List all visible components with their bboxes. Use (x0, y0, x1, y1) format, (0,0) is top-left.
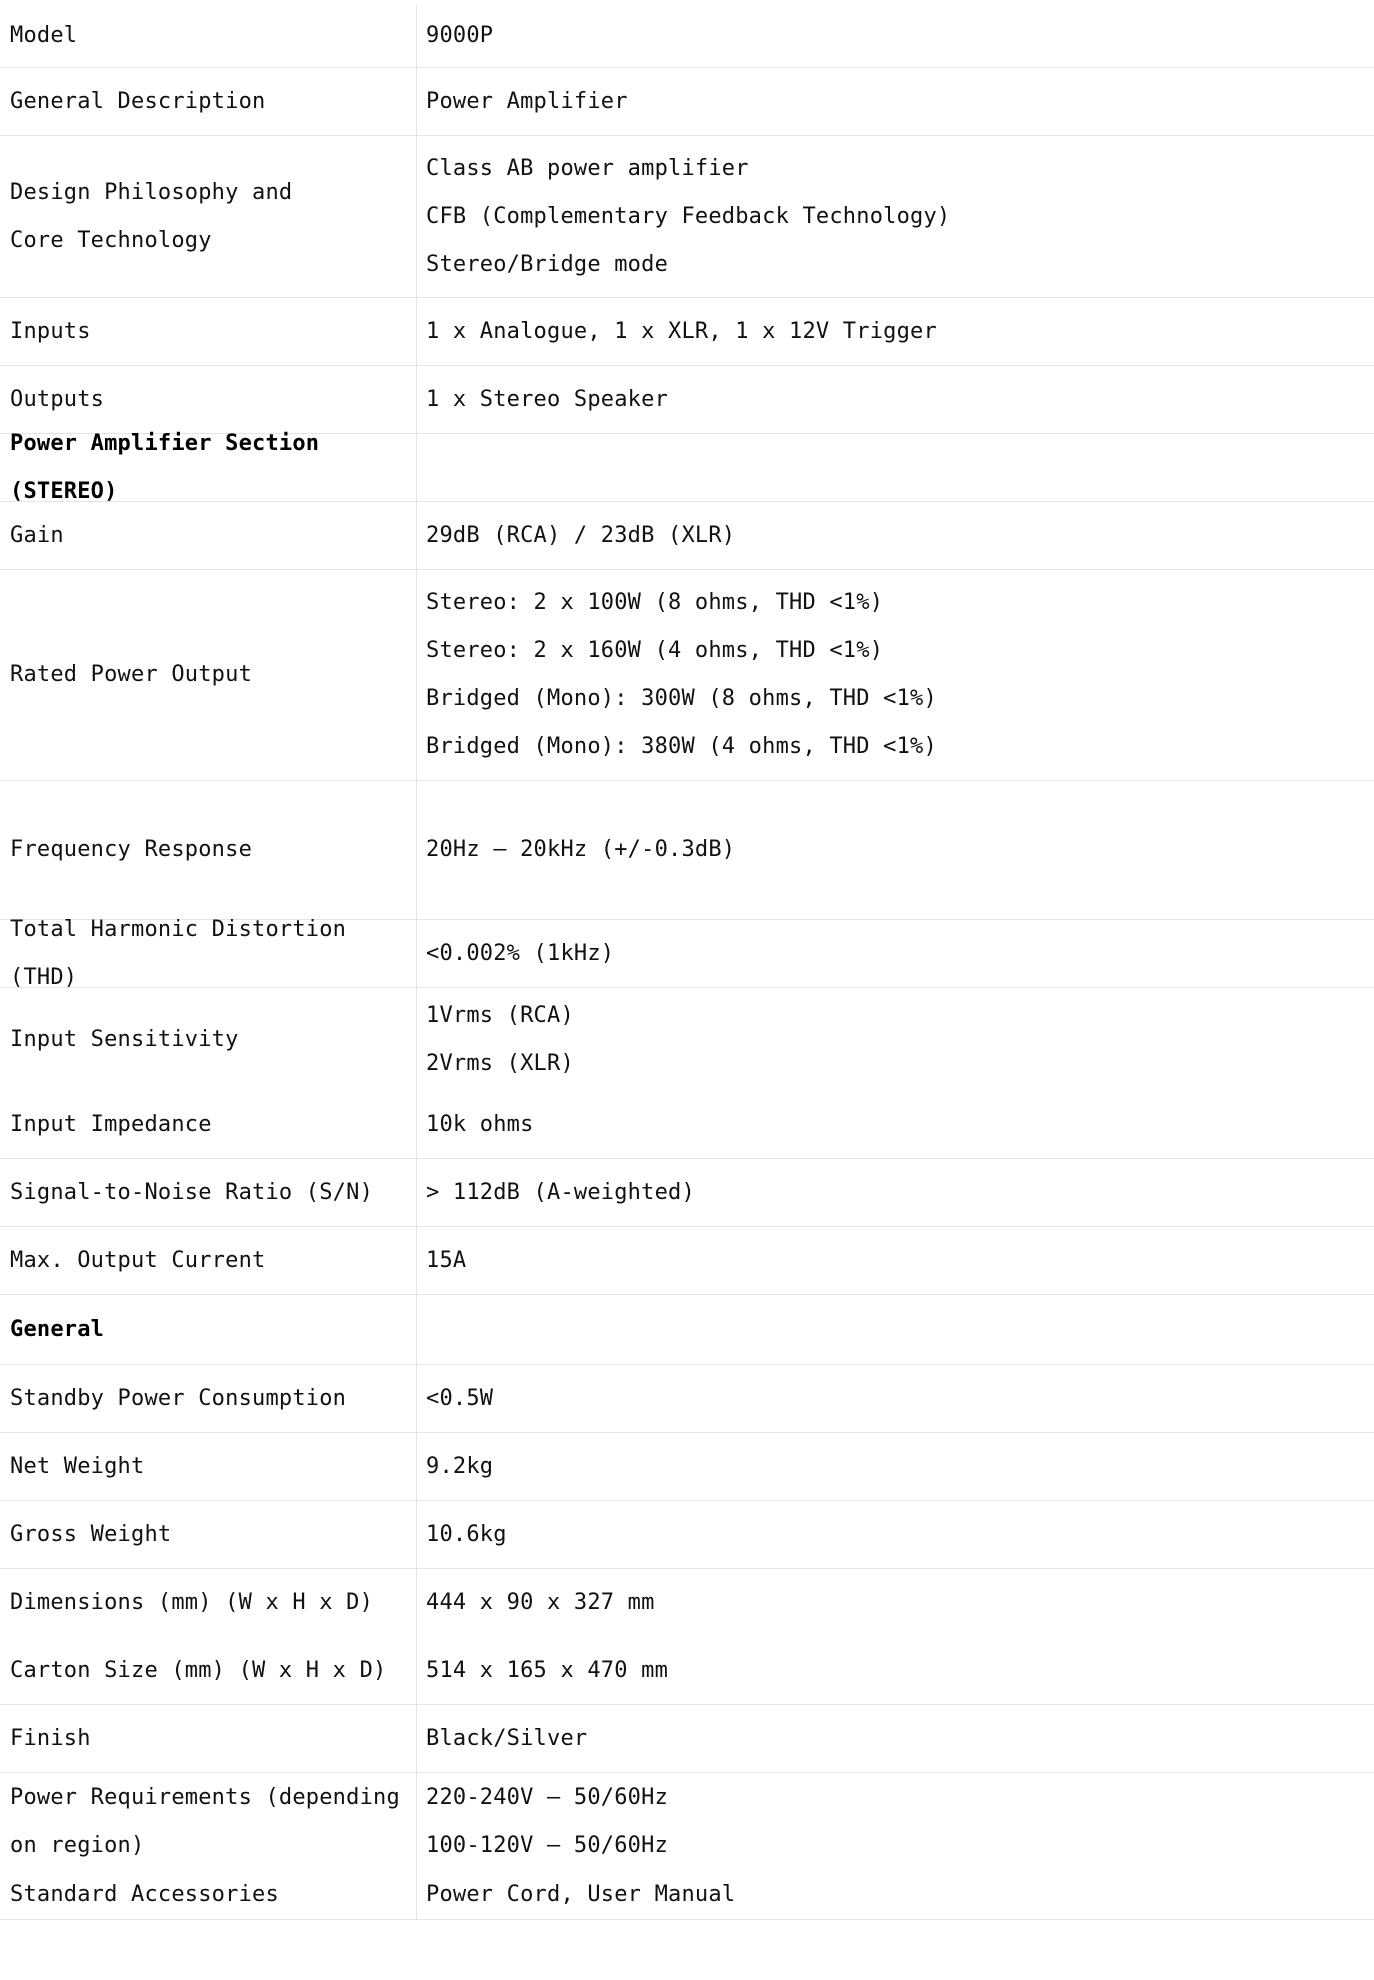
spec-value (417, 1637, 1374, 1704)
spec-row-finish (0, 1705, 1374, 1773)
spec-value-line: 10k ohms (426, 1111, 534, 1137)
spec-value (417, 1870, 1374, 1919)
spec-label-text: Power Requirements (depending on region) (10, 1785, 400, 1858)
spec-value-line: 29dB (RCA) / 23dB (XLR) (426, 522, 736, 548)
spec-value (417, 434, 1374, 501)
spec-value (417, 1091, 1374, 1158)
spec-value-line: 220-240V – 50/60Hz (426, 1785, 669, 1810)
spec-label (0, 988, 417, 1091)
spec-label-text: Standard Accessories (10, 1881, 279, 1907)
spec-label-text: Model (10, 23, 78, 48)
spec-label-text: Carton Size (mm) (W x H x D) (10, 1657, 387, 1683)
spec-value-line: 15A (426, 1247, 467, 1273)
spec-value (417, 68, 1374, 135)
spec-label (0, 298, 417, 365)
spec-value-line: 9.2kg (426, 1453, 494, 1479)
section-title-text: Power Amplifier Section (STEREO) (10, 430, 320, 504)
spec-row-dimensions (0, 1569, 1374, 1637)
spec-value-line: Power Cord, User Manual (426, 1881, 736, 1907)
spec-value (417, 781, 1374, 919)
spec-value-line: <0.5W (426, 1385, 494, 1411)
spec-row-general-description (0, 68, 1374, 136)
spec-label-text: Gain (10, 522, 64, 548)
spec-label (0, 570, 417, 780)
spec-label (0, 1773, 417, 1870)
spec-value (417, 988, 1374, 1091)
spec-value-line: Stereo/Bridge mode (426, 251, 669, 277)
section-title-text: General (10, 1316, 105, 1342)
spec-label-text: Net Weight (10, 1453, 145, 1479)
spec-label (0, 68, 417, 135)
spec-label-text: Rated Power Output (10, 662, 253, 687)
spec-label (0, 502, 417, 569)
spec-row-snr (0, 1159, 1374, 1227)
spec-label-text: Dimensions (mm) (W x H x D) (10, 1590, 374, 1615)
spec-label (0, 1569, 417, 1637)
spec-value (417, 1501, 1374, 1568)
spec-value-line: 10.6kg (426, 1521, 507, 1547)
spec-value (417, 1227, 1374, 1294)
spec-row-inputs (0, 298, 1374, 366)
spec-value (417, 1433, 1374, 1500)
spec-row-standard-accessories (0, 1870, 1374, 1920)
spec-label (0, 5, 417, 67)
spec-label (0, 1365, 417, 1432)
spec-value-line: 2Vrms (XLR) (426, 1050, 574, 1076)
spec-label-text: Finish (10, 1725, 91, 1751)
spec-label-text: Input Sensitivity (10, 1026, 239, 1052)
spec-label-text: Total Harmonic Distortion (THD) (10, 916, 347, 990)
spec-row-input-impedance (0, 1091, 1374, 1159)
spec-label (0, 1091, 417, 1158)
section-header-general (0, 1295, 1374, 1365)
spec-value (417, 1705, 1374, 1772)
spec-value (417, 5, 1374, 67)
spec-row-frequency-response (0, 781, 1374, 920)
spec-label-text: Design Philosophy and Core Technology (10, 179, 293, 253)
spec-value-line: 1 x Stereo Speaker (426, 386, 669, 412)
spec-label (0, 781, 417, 919)
spec-value-line: 514 x 165 x 470 mm (426, 1657, 669, 1683)
spec-value (417, 570, 1374, 780)
spec-label-text: Inputs (10, 318, 91, 344)
spec-label (0, 1501, 417, 1568)
spec-row-gross-weight (0, 1501, 1374, 1569)
spec-value-line: Class AB power amplifier (426, 155, 749, 181)
spec-label-text: Gross Weight (10, 1521, 172, 1547)
spec-row-net-weight (0, 1433, 1374, 1501)
spec-label-text: Standby Power Consumption (10, 1385, 347, 1411)
spec-value (417, 366, 1374, 433)
spec-label (0, 136, 417, 297)
spec-row-power-requirements (0, 1773, 1374, 1870)
spec-row-input-sensitivity (0, 988, 1374, 1091)
spec-value-line: Power Amplifier (426, 88, 628, 114)
spec-value-line: 9000P (426, 23, 494, 48)
spec-label (0, 1227, 417, 1294)
spec-row-thd (0, 916, 1374, 990)
spec-label (0, 1637, 417, 1704)
spec-label-text: Frequency Response (10, 837, 253, 862)
spec-value-line: <0.002% (1kHz) (426, 940, 615, 966)
spec-label-text: Signal-to-Noise Ratio (S/N) (10, 1179, 374, 1205)
spec-row-rated-power-output (0, 570, 1374, 781)
spec-value-line: Stereo: 2 x 160W (4 ohms, THD <1%) (426, 638, 884, 663)
spec-value (417, 1159, 1374, 1226)
spec-value-line: 444 x 90 x 327 mm (426, 1590, 655, 1615)
spec-value (417, 1569, 1374, 1637)
spec-label (0, 1870, 417, 1919)
spec-row-design-philosophy (0, 136, 1374, 298)
spec-value (417, 298, 1374, 365)
spec-row-carton-size (0, 1637, 1374, 1705)
spec-label (0, 1705, 417, 1772)
spec-value (417, 1773, 1374, 1870)
spec-row-gain (0, 502, 1374, 570)
section-header-power-amplifier (0, 430, 1374, 504)
spec-value (417, 1365, 1374, 1432)
spec-value-line: > 112dB (A-weighted) (426, 1179, 695, 1205)
spec-row-model (0, 5, 1374, 68)
spec-label-text: General Description (10, 88, 266, 114)
spec-label (0, 1159, 417, 1226)
spec-label-text: Input Impedance (10, 1111, 212, 1137)
spec-label (0, 916, 417, 990)
spec-row-max-output-current (0, 1227, 1374, 1295)
spec-value (417, 920, 1374, 987)
spec-value-line: 1Vrms (RCA) (426, 1002, 574, 1028)
spec-value-line: Stereo: 2 x 100W (8 ohms, THD <1%) (426, 590, 884, 615)
spec-value (417, 136, 1374, 297)
spec-value-line: CFB (Complementary Feedback Technology) (426, 203, 951, 229)
spec-value-line: 20Hz – 20kHz (+/-0.3dB) (426, 837, 736, 862)
spec-value-line: 1 x Analogue, 1 x XLR, 1 x 12V Trigger (426, 318, 937, 344)
section-title (0, 1295, 417, 1364)
spec-label-text: Outputs (10, 386, 105, 412)
spec-label (0, 1433, 417, 1500)
spec-value (417, 1295, 1374, 1364)
spec-value (417, 502, 1374, 569)
spec-row-standby-power (0, 1365, 1374, 1433)
spec-value-line: 100-120V – 50/60Hz (426, 1833, 669, 1858)
spec-value-line: Black/Silver (426, 1725, 588, 1751)
spec-value-line: Bridged (Mono): 300W (8 ohms, THD <1%) (426, 686, 937, 711)
spec-label-text: Max. Output Current (10, 1247, 266, 1273)
section-title (0, 430, 417, 504)
spec-value-line: Bridged (Mono): 380W (4 ohms, THD <1%) (426, 734, 937, 759)
